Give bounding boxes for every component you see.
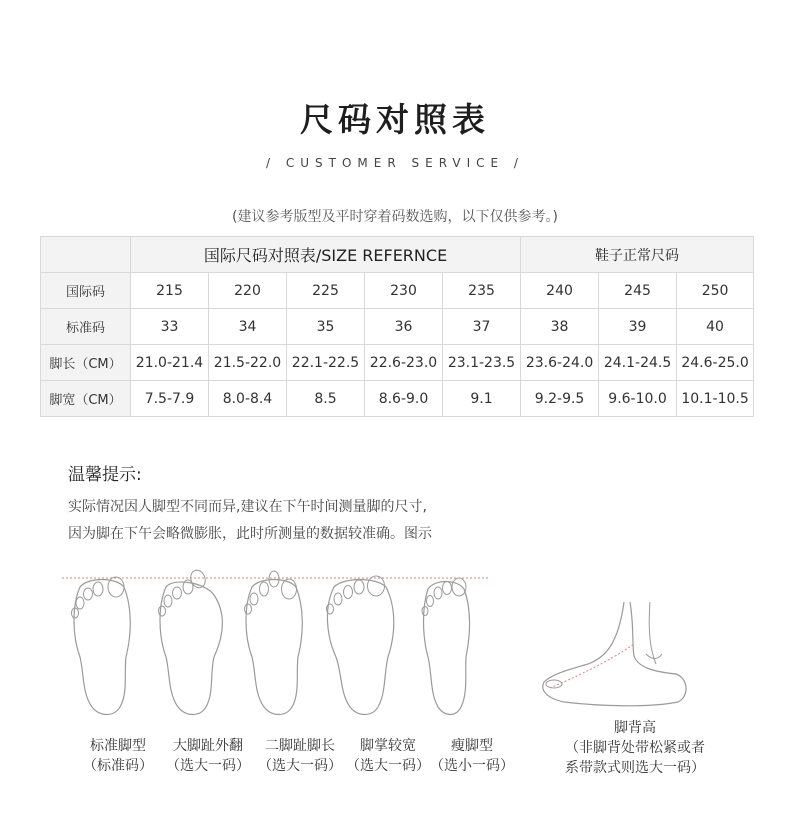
wide-foot-icon (327, 576, 394, 715)
foot-type-hint: （标准码） (83, 758, 153, 774)
table-cell: 24.6-25.0 (677, 345, 754, 381)
long-second-toe-foot-icon (245, 571, 303, 715)
table-cell: 8.0-8.4 (209, 381, 287, 417)
table-cell: 10.1-10.5 (677, 381, 754, 417)
reference-note: (建议参考版型及平时穿着码数选购，以下仅供参考。) (232, 209, 558, 225)
table-row-length (41, 345, 754, 381)
table-cell: 36 (365, 309, 443, 345)
table-cell: 8.5 (287, 381, 365, 417)
instep-foot-icon (538, 598, 693, 710)
table-cell: 22.6-23.0 (365, 345, 443, 381)
table-cell: 38 (521, 309, 599, 345)
foot-type-name: 标准脚型 (90, 738, 146, 754)
foot-type-name: 二脚趾脚长 (265, 738, 335, 754)
row-label: 脚宽（CM） (41, 381, 131, 417)
foot-type-hint: （选大一码） (258, 758, 342, 774)
bunion-foot-icon (159, 568, 223, 714)
tips-line-1: 实际情况因人脚型不同而异,建议在下午时间测量脚的尺寸, (68, 499, 427, 515)
table-corner (41, 237, 131, 273)
table-cell: 7.5-7.9 (131, 381, 209, 417)
instep-hint-2: 系带款式则选大一码） (565, 760, 705, 776)
page-subtitle: / CUSTOMER SERVICE / (266, 156, 524, 170)
foot-type-caption (420, 736, 524, 776)
page-title: 尺码对照表 (300, 100, 490, 139)
table-row-width (41, 381, 754, 417)
foot-type-caption (70, 736, 166, 776)
table-cell: 215 (131, 273, 209, 309)
instep-guide-line (550, 644, 634, 688)
table-cell: 245 (599, 273, 677, 309)
table-cell: 235 (443, 273, 521, 309)
table-cell: 40 (677, 309, 754, 345)
table-cell: 34 (209, 309, 287, 345)
size-table (40, 236, 754, 417)
table-cell: 21.0-21.4 (131, 345, 209, 381)
table-cell: 250 (677, 273, 754, 309)
standard-foot-icon (72, 577, 131, 715)
foot-type-name: 瘦脚型 (451, 738, 493, 754)
table-cell: 9.2-9.5 (521, 381, 599, 417)
table-cell: 230 (365, 273, 443, 309)
foot-type-hint: （选大一码） (346, 758, 430, 774)
table-cell: 9.1 (443, 381, 521, 417)
table-cell: 220 (209, 273, 287, 309)
row-label: 脚长（CM） (41, 345, 131, 381)
table-header-sub: 鞋子正常尺码 (521, 237, 754, 273)
row-label: 标准码 (41, 309, 131, 345)
table-header-main: 国际尺码对照表/SIZE REFERNCE (131, 237, 521, 273)
table-cell: 23.1-23.5 (443, 345, 521, 381)
table-cell: 240 (521, 273, 599, 309)
foot-type-hint: （选小一码） (430, 758, 514, 774)
table-cell: 8.6-9.0 (365, 381, 443, 417)
table-header-row (41, 237, 754, 273)
table-row-standard (41, 309, 754, 345)
row-label: 国际码 (41, 273, 131, 309)
instep-hint-1: （非脚背处带松紧或者 (565, 740, 705, 756)
slim-foot-icon (422, 578, 470, 715)
table-cell: 24.1-24.5 (599, 345, 677, 381)
foot-types-illustration (60, 565, 490, 725)
table-cell: 39 (599, 309, 677, 345)
foot-type-name: 大脚趾外翻 (173, 738, 243, 754)
table-cell: 22.1-22.5 (287, 345, 365, 381)
foot-type-name: 脚掌较宽 (360, 738, 416, 754)
tips-line-2: 因为脚在下午会略微膨胀，此时所测量的数据较准确。图示 (68, 526, 432, 542)
instep-name: 脚背高 (614, 720, 656, 736)
table-cell: 225 (287, 273, 365, 309)
table-cell: 9.6-10.0 (599, 381, 677, 417)
table-row-intl (41, 273, 754, 309)
foot-type-caption (156, 736, 260, 776)
table-cell: 21.5-22.0 (209, 345, 287, 381)
foot-type-hint: （选大一码） (166, 758, 250, 774)
table-cell: 23.6-24.0 (521, 345, 599, 381)
table-cell: 37 (443, 309, 521, 345)
instep-caption (545, 718, 725, 778)
table-cell: 33 (131, 309, 209, 345)
table-cell: 35 (287, 309, 365, 345)
tips-title: 温馨提示: (68, 465, 142, 485)
